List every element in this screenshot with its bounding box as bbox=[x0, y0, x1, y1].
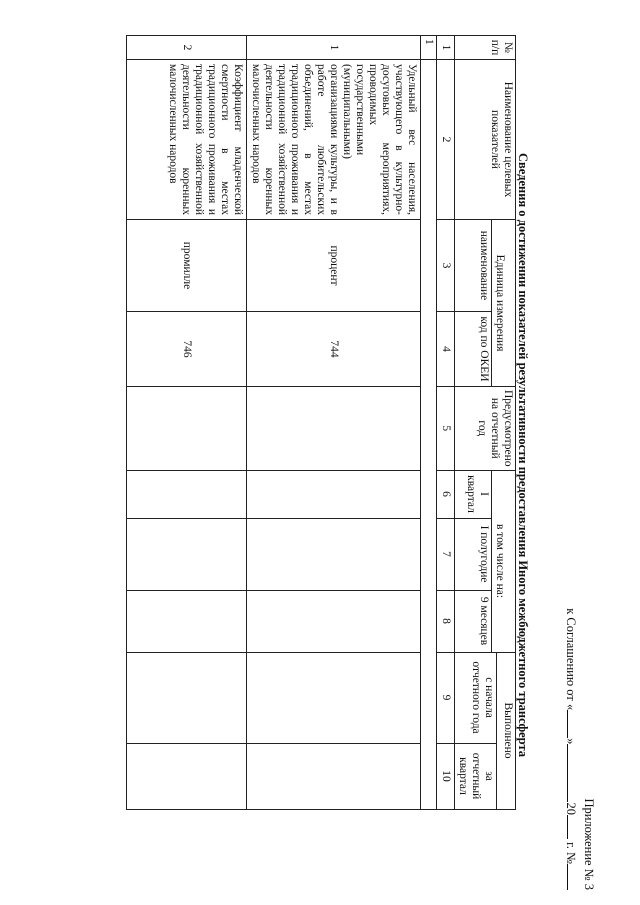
planned-value bbox=[247, 387, 421, 471]
agreement-prefix: к Соглашению от « bbox=[564, 608, 578, 711]
column-number: 4 bbox=[437, 312, 455, 387]
h1-value bbox=[247, 518, 421, 590]
column-number: 10 bbox=[437, 743, 455, 809]
col-num-header: № п/п bbox=[455, 36, 516, 60]
document-title: Сведения о достижении показателей результативности предоставления Иного межбюджетного трансферта bbox=[516, 152, 530, 758]
col-h1-header: I полугодие bbox=[455, 518, 492, 590]
column-number: 1 bbox=[437, 36, 455, 60]
section-row bbox=[421, 36, 437, 810]
year-prefix: 20 bbox=[564, 802, 578, 815]
number-blank bbox=[567, 864, 580, 890]
quarter-value bbox=[247, 743, 421, 809]
okei-code: 746 bbox=[127, 312, 247, 387]
month-blank bbox=[567, 744, 580, 802]
column-number: 6 bbox=[437, 470, 455, 518]
col-m9-header: 9 месяцев bbox=[455, 590, 492, 652]
column-number: 5 bbox=[437, 387, 455, 471]
m9-value bbox=[127, 590, 247, 652]
incl-group-header: в том числе на: bbox=[491, 470, 515, 652]
row-number: 1 bbox=[247, 36, 421, 60]
ytd-value bbox=[247, 652, 421, 743]
appendix-agreement-line bbox=[562, 560, 580, 890]
section-title-cell bbox=[421, 60, 437, 810]
col-planned-header: Предусмотрено на отчетный год bbox=[455, 387, 516, 471]
day-blank bbox=[567, 710, 580, 738]
indicator-name: Коэффициент младенческой смертности в местах традиционного проживания и традиционной хозяйственной деятельности коренных малочисленных народов bbox=[127, 60, 247, 220]
m9-value bbox=[247, 590, 421, 652]
header-row-1 bbox=[497, 36, 516, 810]
table-row bbox=[247, 36, 421, 810]
unit-group-header: Единица измерения bbox=[491, 220, 515, 387]
column-number: 3 bbox=[437, 220, 455, 312]
indicator-name: Удельный вес населения, участвующего в культурно-досуговых мероприятиях, проводимых государственными (муниципальными) организациями культуры, и в работе любительских объединений, в местах традиционного проживания и традиционной хозяйственной деятельности коренных малочисленных народов bbox=[247, 60, 421, 220]
year-blank bbox=[567, 815, 580, 839]
unit-name: промилле bbox=[127, 220, 247, 312]
appendix-title: Приложение № 3 bbox=[582, 798, 596, 890]
unit-name: процент bbox=[247, 220, 421, 312]
h1-value bbox=[127, 518, 247, 590]
column-number-row bbox=[437, 36, 455, 810]
column-number: 9 bbox=[437, 652, 455, 743]
year-suffix: г. № bbox=[564, 842, 578, 864]
planned-value bbox=[127, 387, 247, 471]
quarter-value bbox=[127, 743, 247, 809]
col-q1-header: I квартал bbox=[455, 470, 492, 518]
q1-value bbox=[247, 470, 421, 518]
col-ytd-header: с начала отчетного года bbox=[455, 652, 497, 743]
col-unit-name-header: наименование bbox=[455, 220, 492, 312]
indicators-table bbox=[126, 35, 516, 810]
column-number: 7 bbox=[437, 518, 455, 590]
ytd-value bbox=[127, 652, 247, 743]
q1-value bbox=[127, 470, 247, 518]
col-name-header: Наименование целевых показателей bbox=[455, 60, 516, 220]
row-number: 2 bbox=[127, 36, 247, 60]
column-number: 2 bbox=[437, 60, 455, 220]
col-quarter-header: за отчетный квартал bbox=[455, 743, 497, 809]
appendix-block bbox=[562, 560, 597, 890]
table-row bbox=[127, 36, 247, 810]
okei-code: 744 bbox=[247, 312, 421, 387]
col-okei-header: код по ОКЕИ bbox=[455, 312, 492, 387]
agreement-mid: » bbox=[564, 738, 578, 745]
exec-group-header: Выполнено bbox=[497, 652, 516, 809]
section-number: 1 bbox=[421, 36, 437, 60]
column-number: 8 bbox=[437, 590, 455, 652]
